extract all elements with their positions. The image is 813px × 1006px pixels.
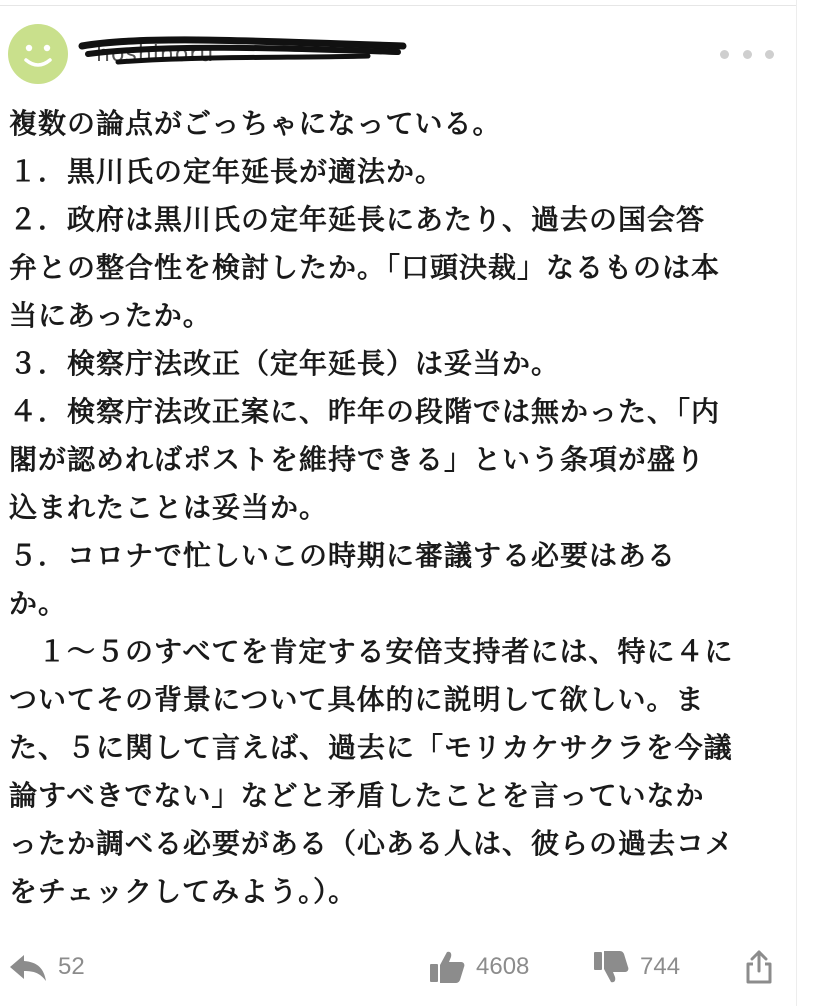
thumbs-up-icon [428,949,466,985]
redaction-scribble [78,32,408,76]
reply-count: 52 [58,953,85,980]
comment-actions [0,944,796,990]
comment-line: ４．検察庁法改正案に、昨年の段階では無かった、「内 [9,395,721,428]
comment-line: １．黒川氏の定年延長が適法か。 [9,155,445,188]
comment-line: 込まれたことは妥当か。 [9,491,329,524]
page-edge [796,0,813,1006]
share-icon [744,949,774,985]
top-divider [0,5,796,6]
like-count: 4608 [476,953,530,980]
comment-line: 論すべきでない」などと矛盾したことを言っていなか [9,779,705,812]
dislike-button[interactable] [592,944,680,990]
reply-button[interactable] [8,944,85,990]
comment-line: ったか調べる必要がある（心ある人は、彼らの過去コメ [9,827,735,860]
comment-line: ３．検察庁法改正（定年延長）は妥当か。 [9,347,561,380]
comment-text [9,100,779,916]
ellipsis-dot [743,50,752,59]
comment-line: た、５に関して言えば、過去に「モリカケサクラを今議 [9,731,733,764]
smiley-face-icon [8,24,68,84]
reply-arrow-icon [8,951,48,983]
avatar[interactable] [8,24,68,84]
comment-line: 弁との整合性を検討したか。「口頭決裁」なるものは本 [9,251,721,284]
comment-line: 閣が認めればポストを維持できる」という条項が盛り [9,443,706,476]
like-button[interactable] [428,944,529,990]
comment-line: ５．コロナで忙しいこの時期に審議する必要はある [9,539,677,572]
thumbs-down-icon [592,949,630,985]
comment-line: をチェックしてみよう。）。 [9,875,358,908]
username[interactable]: hoshinoru [96,42,215,67]
comment-line: １～５のすべてを肯定する安倍支持者には、特に４に [9,635,734,668]
dislike-count: 744 [640,953,681,980]
share-button[interactable] [744,944,774,990]
comment-line: ２．政府は黒川氏の定年延長にあたり、過去の国会答 [9,203,706,236]
comment-line: 当にあったか。 [9,299,212,332]
comment-header [8,24,778,84]
more-options-button[interactable] [720,46,774,62]
comment-line: 複数の論点がごっちゃになっている。 [9,107,502,140]
comment-line: か。 [9,587,68,620]
comment-line: ついてその背景について具体的に説明して欲しい。ま [9,683,705,716]
ellipsis-dot [720,50,729,59]
ellipsis-dot [765,50,774,59]
